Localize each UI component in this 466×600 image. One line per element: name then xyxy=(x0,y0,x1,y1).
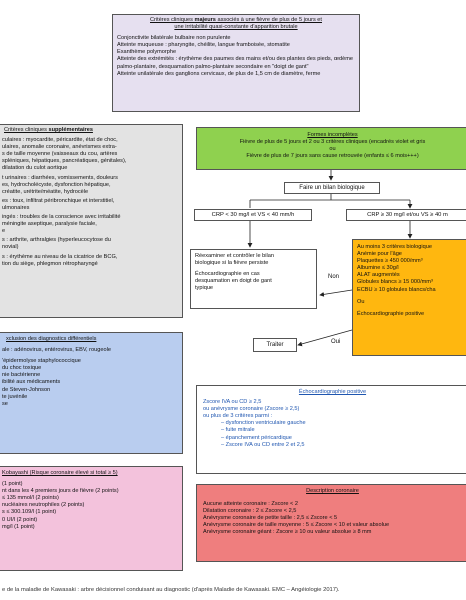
supplementary-line: s de taille moyenne (vaisseaux du cou, artères xyxy=(2,151,118,158)
major-item: Atteinte unilatérale des ganglions cervicaux, de plus de 1,5 cm de diamètre, ferme xyxy=(117,70,321,77)
treat-box xyxy=(253,338,297,352)
echo-line: ou plus de 3 critères parmi : xyxy=(203,413,273,420)
major-criteria-title: Critères cliniques majeurs associés à une fièvre de plus de 5 jours et xyxy=(150,17,322,23)
reexamine-line: Échocardiographie en cas xyxy=(195,271,260,278)
supplementary-title: Critères cliniques supplémentaires xyxy=(4,127,93,133)
supplementary-line: s : arthrite, arthralgies (hyperleucocytose du xyxy=(2,237,111,244)
exclusion-line: te juvénile xyxy=(2,393,28,400)
major-item: Atteinte muqueuse : pharyngite, chéilite, langue framboisée, stomatite xyxy=(117,42,290,49)
crp-low-box xyxy=(194,209,312,221)
exclusion-line: de Steven-Johnson xyxy=(2,386,51,393)
bio-criteria-line: Plaquettes ≥ 450 000/mm³ xyxy=(357,258,423,265)
bio-criteria-line: Ou xyxy=(357,298,365,305)
label-non: Non xyxy=(328,274,340,280)
echo-positive-box xyxy=(196,385,466,474)
kobayashi-box xyxy=(0,466,183,571)
bio-criteria-line: Anémie pour l'âge xyxy=(357,251,402,258)
kobayashi-line: nt dans les 4 premiers jours de fièvre (2 points) xyxy=(2,488,119,495)
supplementary-line: ingés : troubles de la conscience avec irritabilité xyxy=(2,214,121,221)
echo-line: – dysfonction ventriculaire gauche xyxy=(221,420,306,427)
bio-criteria-line: ALAT augmentés xyxy=(357,272,400,279)
supplementary-line: t urinaires : diarrhées, vomissements, douleurs xyxy=(2,174,118,181)
supplementary-line: méningite aseptique, paralysie faciale, xyxy=(2,221,97,228)
bio-criteria-line: Échocardiographie positive xyxy=(357,310,425,317)
reexamine-line: desquamation en doigt de gant xyxy=(195,278,272,285)
reexamine-line: Réexaminer et contrôler le bilan xyxy=(195,253,274,259)
supplementary-line: ulmonaires xyxy=(2,204,30,211)
kobayashi-line: s ≤ 300.109/l (1 point) xyxy=(2,509,57,516)
incomplete-forms-box xyxy=(196,127,466,170)
incomplete-title: Formes incomplètes xyxy=(307,132,358,138)
supplementary-line: culaires : myocardite, péricardite, état de choc, xyxy=(2,137,118,144)
bio-criteria-line: Au moins 3 critères biologique xyxy=(357,244,432,250)
coronary-line: Anévrysme coronaire de petite taille : 2,5 ≤ Zscore < 5 xyxy=(203,515,338,522)
exclusion-box xyxy=(0,332,183,454)
exclusion-line: ibilité aux médicaments xyxy=(2,379,61,386)
major-item: palmo-plantaire, desquamation palmo-plantaire secondaire en "doigt de gant" xyxy=(117,63,309,70)
reexamine-line: biologique si la fièvre persiste xyxy=(195,260,269,267)
echo-line: – épanchement péricardique xyxy=(221,434,292,441)
exclusion-line: ale : adénovirus, entérovirus, EBV, rougeole xyxy=(2,347,111,354)
exclusion-line: 'épidermolyse staphylococcique xyxy=(2,358,81,365)
echo-line: ou anévrysme coronaire (Zscore ≥ 2,5) xyxy=(203,406,300,413)
coronary-title: Description coronaire xyxy=(306,488,359,494)
supplementary-line: spléniques, hépatiques, pancréatiques, génitales), xyxy=(2,158,127,165)
kobayashi-line: nucléaires neutrophiles (2 points) xyxy=(2,502,85,509)
coronary-description-box xyxy=(196,484,466,562)
coronary-line: Dilatation coronaire : 2 ≤ Zscore < 2,5 xyxy=(203,508,297,515)
supplementary-line: créatite, urétrite/méatite, hydrocèle xyxy=(2,188,89,195)
arrow-oui xyxy=(298,330,352,345)
crp-low-label: CRP < 30 mg/l et VS < 40 mm/h xyxy=(211,212,295,218)
supplementary-line: novial) xyxy=(2,244,19,251)
bio-criteria-line: ECBU ≥ 10 globules blancs/cha xyxy=(357,286,436,293)
incomplete-line: ou xyxy=(329,146,336,153)
label-oui: Oui xyxy=(331,339,341,345)
bio-criteria-box xyxy=(352,239,466,356)
supplementary-line: es, hydrocholécyste, dysfonction hépatique, xyxy=(2,181,111,188)
exclusion-line: du choc toxique xyxy=(2,365,42,372)
supplementary-line: s : érythème au niveau de la cicatrice de BCG, xyxy=(2,253,118,260)
reexamine-line: typique xyxy=(195,285,214,292)
coronary-line: Anévrysme coronaire de taille moyenne : 5 ≤ Zscore < 10 et valeur absolue xyxy=(203,522,390,529)
kobayashi-line: 0 UI/l (2 point) xyxy=(2,516,38,523)
arrow-non xyxy=(320,290,352,295)
major-criteria-subtitle: une irritabilité quasi-constante d'apparition brutale xyxy=(174,24,298,31)
supplementary-criteria-box xyxy=(0,124,183,318)
bio-criteria-line: Albumine ≤ 30g/l xyxy=(357,265,399,272)
kobayashi-line: (1 point) xyxy=(2,481,23,488)
bio-criteria-line: Globules blancs ≥ 15 000/mm³ xyxy=(357,279,433,286)
exclusion-title: xclusion des diagnostics différentiels xyxy=(6,336,97,342)
reexamine-box xyxy=(190,249,317,309)
major-item: Atteinte des extrémités : érythème des paumes des mains et/ou des plantes des pieds, œdème xyxy=(117,56,353,63)
echo-line: – fuite mitrale xyxy=(221,427,255,434)
incomplete-line: Fièvre de plus de 7 jours sans cause retrouvée (enfants ≤ 6 mois+++) xyxy=(246,153,419,160)
echo-line: Zscore IVA ou CD ≥ 2,5 xyxy=(203,399,262,406)
supplementary-line: tion du siège, phlegmon rétropharyngé xyxy=(2,260,98,267)
supplementary-line: es : toux, infiltrat péribronchique et interstitiel, xyxy=(2,197,115,204)
echo-line: – Zscore IVA ou CD entre 2 et 2,5 xyxy=(221,441,305,448)
exclusion-line: se xyxy=(2,400,8,407)
kobayashi-title: Kobayashi (Risque coronaire élevé si total ≥ 5) xyxy=(2,470,118,476)
major-item: Conjonctivite bilatérale bulbaire non purulente xyxy=(117,35,231,42)
major-item: Exanthème polymorphe xyxy=(117,49,177,56)
coronary-line: Aucune atteinte coronaire : Zscore < 2 xyxy=(203,501,298,508)
supplementary-line: e xyxy=(2,228,6,235)
kobayashi-line: ≤ 135 mmol/l (2 points) xyxy=(2,495,59,502)
crp-high-box xyxy=(346,209,466,221)
crp-high-label: CRP ≥ 30 mg/l et/ou VS ≥ 40 m xyxy=(367,212,448,218)
echo-title: Échocardiographie positive xyxy=(298,389,367,395)
bio-workup-label: Faire un bilan biologique xyxy=(299,185,365,191)
supplementary-line: dilatation du culot aortique xyxy=(2,165,68,172)
figure-caption: e de la maladie de Kawasaki : arbre décisionnel conduisant au diagnostic (d'après Maladie de Kawasaki. EMC – Angéiologie 2017). xyxy=(2,587,340,593)
bio-workup-box xyxy=(284,182,380,194)
kobayashi-line: mg/l (1 point) xyxy=(2,523,35,530)
exclusion-line: nie bactérienne xyxy=(2,372,41,379)
treat-label: Traiter xyxy=(266,342,284,348)
supplementary-line: ulaires, anomalie coronaire, anévrismes extra- xyxy=(2,144,117,151)
major-criteria-box xyxy=(112,14,360,112)
coronary-line: Anévrysme coronaire géant : Zscore ≥ 10 ou valeur absolue ≥ 8 mm xyxy=(203,529,372,536)
incomplete-line: Fièvre de plus de 5 jours et 2 ou 3 critères cliniques (encadrés violet et gris xyxy=(239,139,426,146)
